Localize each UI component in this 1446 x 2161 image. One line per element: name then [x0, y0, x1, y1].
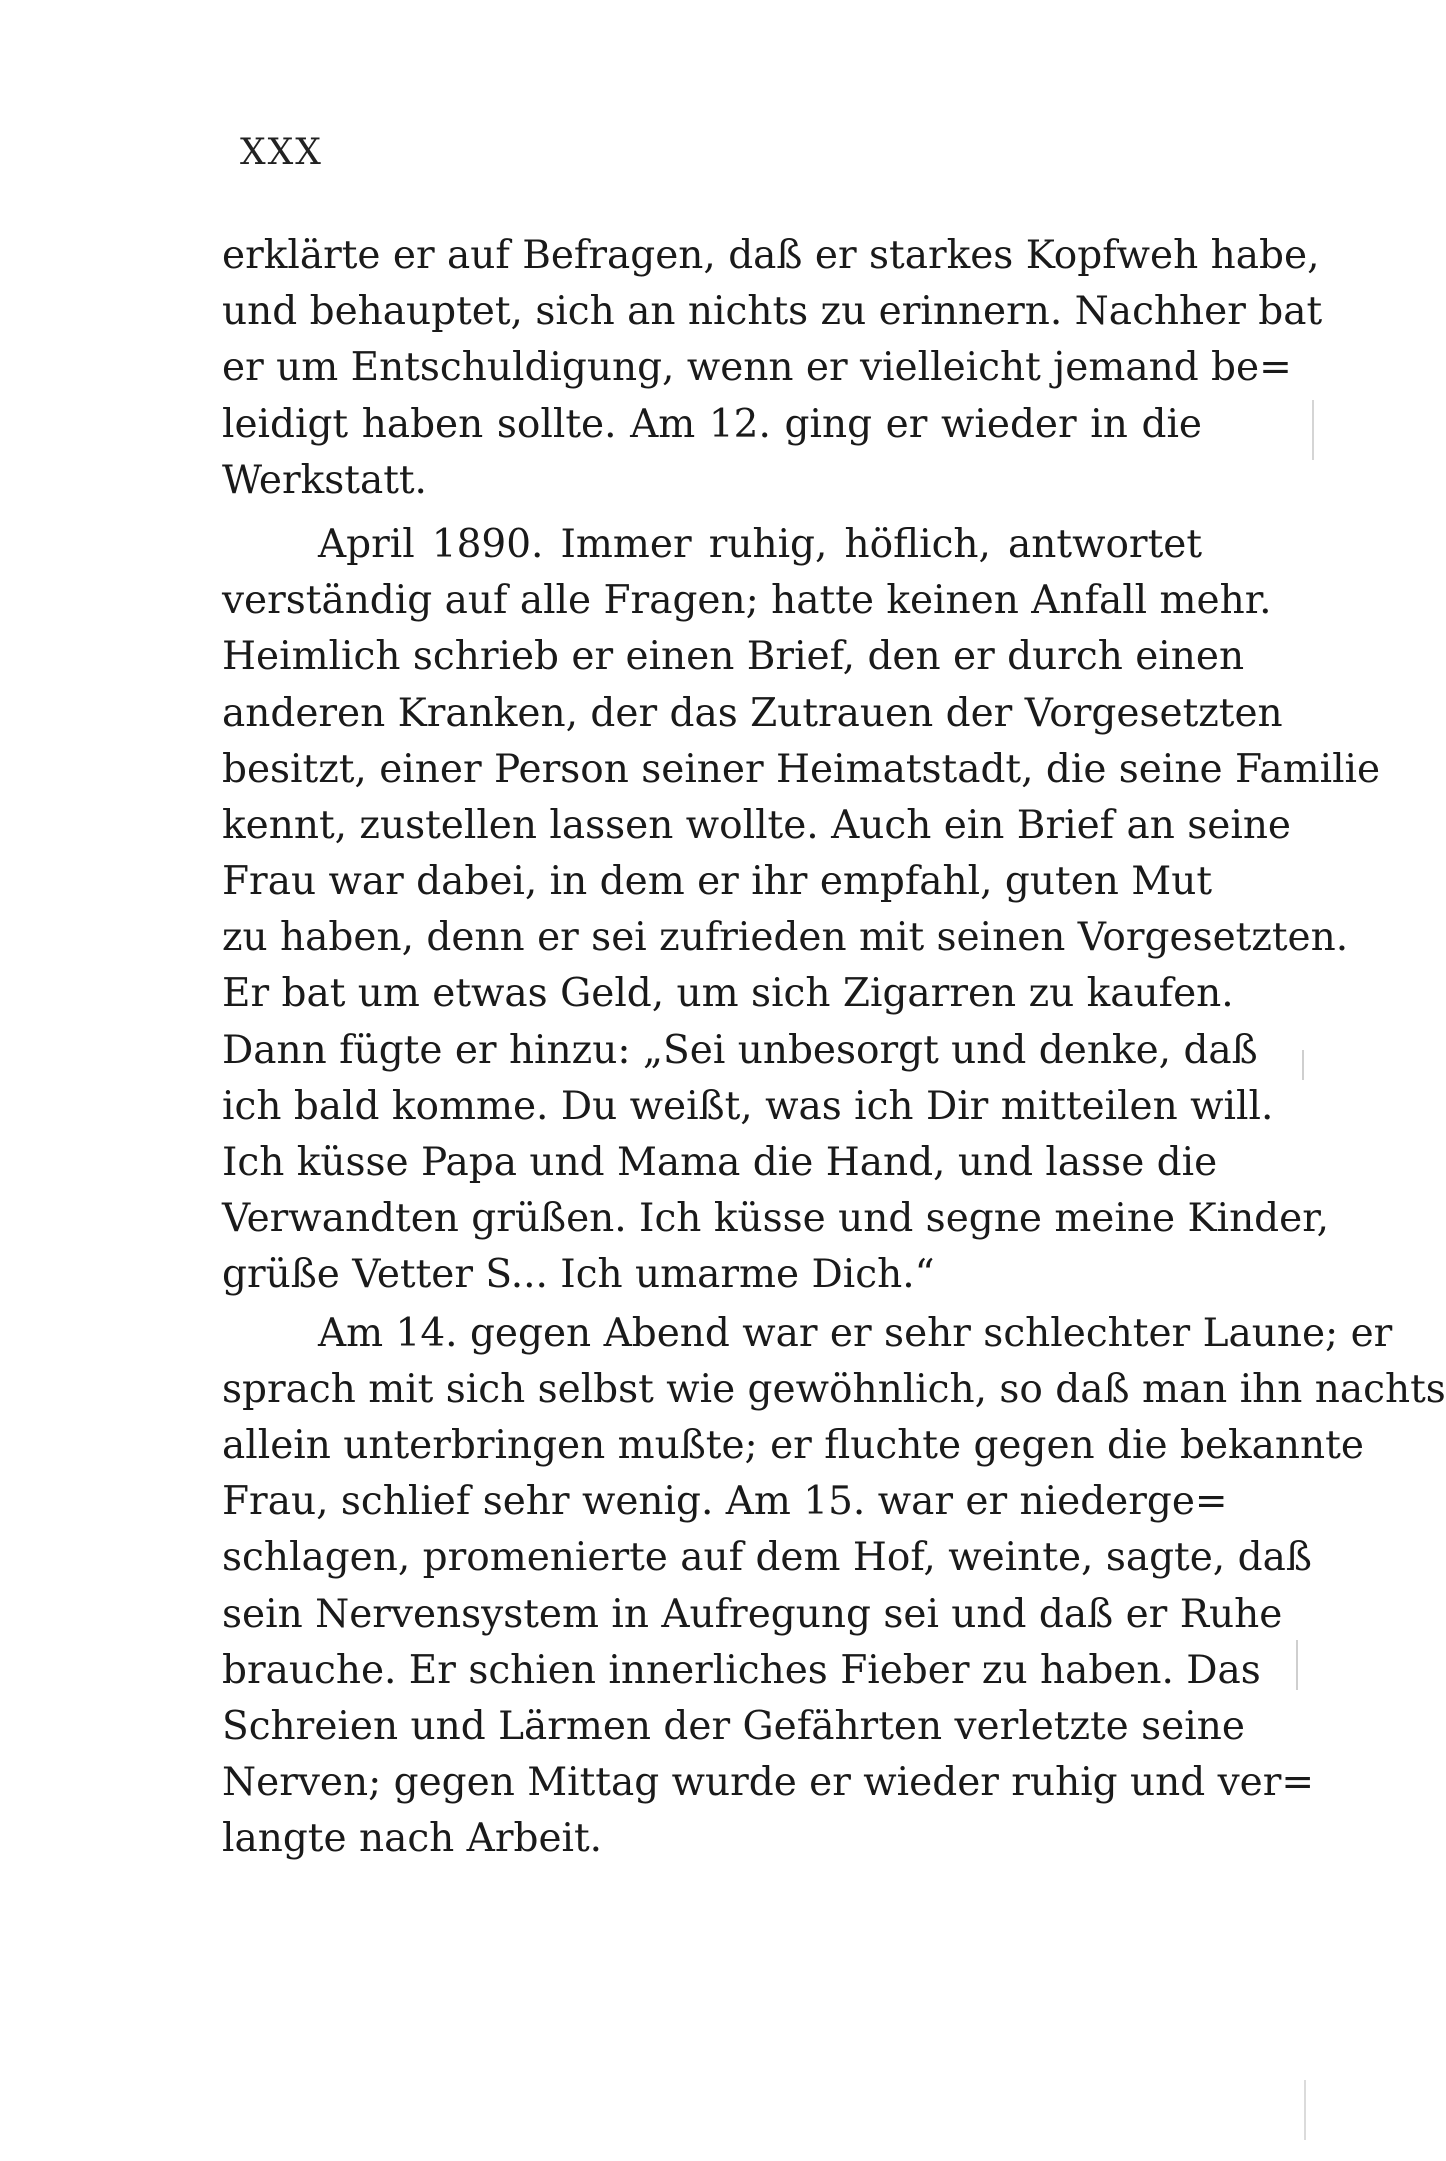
text-line: April 1890. Immer ruhig, höflich, antwortet: [318, 521, 1202, 567]
text-line: besitzt, einer Person seiner Heimatstadt, die seine Familie: [222, 746, 1381, 792]
text-line: Er bat um etwas Geld, um sich Zigarren zu kaufen.: [222, 971, 1234, 1017]
paragraph-3: [222, 1306, 1446, 1868]
text-line: grüße Vetter S... Ich umarme Dich.“: [222, 1252, 935, 1298]
body-text: [222, 228, 1446, 1867]
text-line: Frau war dabei, in dem er ihr empfahl, guten Mut: [222, 859, 1213, 905]
text-line: ich bald komme. Du weißt, was ich Dir mitteilen will.: [222, 1083, 1274, 1129]
text-line: Am 14. gegen Abend war er sehr schlechter Laune; er: [318, 1310, 1393, 1356]
text-line: Heimlich schrieb er einen Brief, den er durch einen: [222, 634, 1245, 680]
text-line: zu haben, denn er sei zufrieden mit seinen Vorgesetzten.: [222, 915, 1349, 961]
scan-edge-mark: [1296, 1640, 1298, 1690]
scan-edge-mark: [1302, 1050, 1304, 1080]
text-line: leidigt haben sollte. Am 12. ging er wieder in die: [222, 401, 1202, 447]
text-line: Werkstatt.: [222, 457, 427, 503]
text-line: langte nach Arbeit.: [222, 1816, 603, 1862]
text-line: anderen Kranken, der das Zutrauen der Vorgesetzten: [222, 690, 1283, 736]
text-line: erklärte er auf Befragen, daß er starkes Kopfweh habe,: [222, 233, 1320, 278]
text-line: er um Entschuldigung, wenn er vielleicht jemand be=: [222, 345, 1292, 391]
text-line: allein unterbringen mußte; er fluchte gegen die bekannte: [222, 1422, 1364, 1468]
text-line: Nerven; gegen Mittag wurde er wieder ruhig und ver=: [222, 1760, 1315, 1806]
text-line: und behauptet, sich an nichts zu erinnern. Nachher bat: [222, 289, 1323, 335]
scan-edge-mark: [1304, 2080, 1306, 2140]
text-line: sprach mit sich selbst wie gewöhnlich, so daß man ihn nachts: [222, 1366, 1446, 1412]
text-line: schlagen, promenierte auf dem Hof, weinte, sagte, daß: [222, 1535, 1312, 1581]
scan-edge-mark: [1312, 400, 1314, 460]
paragraph-2: [222, 517, 1381, 1304]
text-line: kennt, zustellen lassen wollte. Auch ein Brief an seine: [222, 802, 1292, 848]
text-line: Schreien und Lärmen der Gefährten verletzte seine: [222, 1703, 1245, 1749]
text-line: Dann fügte er hinzu: „Sei unbesorgt und denke, daß: [222, 1027, 1258, 1073]
text-line: verständig auf alle Fragen; hatte keinen Anfall mehr.: [222, 578, 1272, 624]
page-number: XXX: [240, 132, 323, 173]
text-line: sein Nervensystem in Aufregung sei und daß er Ruhe: [222, 1591, 1283, 1637]
paragraph-1: [222, 228, 1323, 509]
text-line: Ich küsse Papa und Mama die Hand, und lasse die: [222, 1140, 1218, 1185]
text-line: brauche. Er schien innerliches Fieber zu haben. Das: [222, 1647, 1261, 1693]
text-line: Frau, schlief sehr wenig. Am 15. war er niederge=: [222, 1479, 1228, 1525]
text-line: Verwandten grüßen. Ich küsse und segne meine Kinder,: [222, 1196, 1329, 1242]
